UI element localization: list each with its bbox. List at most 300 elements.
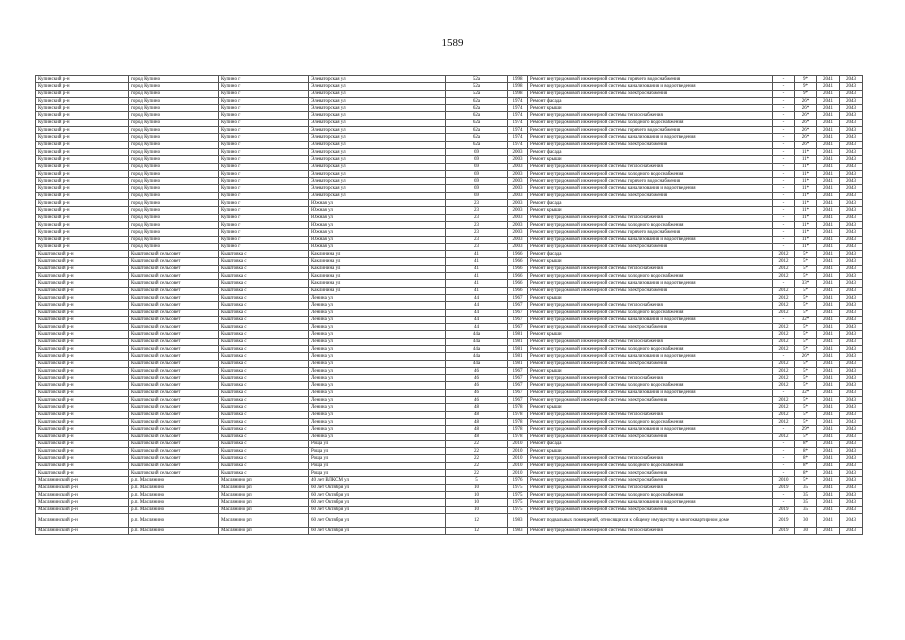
house-number-cell: 41 — [446, 287, 508, 294]
table-row — [36, 192, 863, 199]
locality-cell: Кыштовка с — [219, 389, 309, 396]
street-cell: Ленина ул — [309, 382, 446, 389]
street-cell: 60 лет Октября ул — [309, 484, 446, 491]
work-type-cell: Ремонт внутридомовой инженерной системы электроснабжения — [528, 360, 773, 367]
work-type-cell: Ремонт внутридомовой инженерной системы электроснабжения — [528, 90, 773, 97]
work-type-cell: Ремонт внутридомовой инженерной системы канализования и водоотведения — [528, 134, 773, 141]
plan-start-cell: 2041 — [817, 200, 840, 207]
plan-start-cell: 2041 — [817, 214, 840, 221]
district-cell: Кыштовский р-н — [36, 280, 129, 287]
street-cell: Элеваторская ул — [309, 76, 446, 83]
plan-start-cell: 2041 — [817, 280, 840, 287]
plan-start-cell: 2041 — [817, 90, 840, 97]
last-repair-year-cell: 2019 — [773, 527, 795, 534]
plan-start-cell: 2041 — [817, 127, 840, 134]
locality-cell: Кыштовка с — [219, 375, 309, 382]
street-cell: Элеваторская ул — [309, 105, 446, 112]
street-cell: Элеваторская ул — [309, 163, 446, 170]
plan-end-cell: 2043 — [840, 309, 863, 316]
plan-end-cell: 2043 — [840, 411, 863, 418]
work-type-cell: Ремонт внутридомовой инженерной системы электроснабжения — [528, 433, 773, 440]
municipality-cell: город Купино — [129, 127, 219, 134]
house-number-cell: 48 — [446, 426, 508, 433]
house-number-cell: 46 — [446, 367, 508, 374]
work-type-cell: Ремонт внутридомовой инженерной системы электроснабжения — [528, 470, 773, 477]
plan-start-cell: 2041 — [817, 513, 840, 527]
work-type-cell: Ремонт внутридомовой инженерной системы горячего водоснабжения — [528, 76, 773, 83]
build-year-cell: 1974 — [508, 97, 528, 104]
municipality-cell: город Купино — [129, 105, 219, 112]
street-cell: Элеваторская ул — [309, 185, 446, 192]
district-cell: Кыштовский р-н — [36, 389, 129, 396]
last-repair-year-cell: 2012 — [773, 251, 795, 258]
table-row — [36, 448, 863, 455]
street-cell: Элеваторская ул — [309, 112, 446, 119]
build-year-cell: 1967 — [508, 389, 528, 396]
locality-cell: Кыштовка с — [219, 448, 309, 455]
municipality-cell: город Купино — [129, 236, 219, 243]
wear-value-cell: 5* — [795, 367, 817, 374]
municipality-cell: р.п. Маслянино — [129, 484, 219, 491]
locality-cell: Маслянино рп — [219, 499, 309, 506]
house-number-cell: 44а — [446, 338, 508, 345]
table-row — [36, 273, 863, 280]
plan-start-cell: 2041 — [817, 375, 840, 382]
plan-end-cell: 2043 — [840, 127, 863, 134]
work-type-cell: Ремонт крыши — [528, 105, 773, 112]
street-cell: Элеваторская ул — [309, 97, 446, 104]
build-year-cell: 2010 — [508, 470, 528, 477]
municipality-cell: р.п. Маслянино — [129, 527, 219, 534]
table-row — [36, 236, 863, 243]
work-type-cell: Ремонт внутридомовой инженерной системы канализования и водоотведения — [528, 280, 773, 287]
district-cell: Кыштовский р-н — [36, 265, 129, 272]
wear-value-cell: 30 — [795, 527, 817, 534]
district-cell: Кыштовский р-н — [36, 316, 129, 323]
build-year-cell: 1998 — [508, 76, 528, 83]
table-row — [36, 170, 863, 177]
plan-start-cell: 2041 — [817, 324, 840, 331]
plan-end-cell: 2043 — [840, 448, 863, 455]
work-type-cell: Ремонт внутридомовой инженерной системы теплоснабжения — [528, 338, 773, 345]
locality-cell: Кыштовка с — [219, 294, 309, 301]
locality-cell: Кыштовка с — [219, 280, 309, 287]
plan-end-cell: 2043 — [840, 200, 863, 207]
work-type-cell: Ремонт крыши — [528, 207, 773, 214]
plan-end-cell: 2043 — [840, 345, 863, 352]
plan-start-cell: 2041 — [817, 382, 840, 389]
plan-end-cell: 2043 — [840, 214, 863, 221]
locality-cell: Купино г — [219, 236, 309, 243]
work-type-cell: Ремонт внутридомовой инженерной системы теплоснабжения — [528, 484, 773, 491]
house-number-cell: 48 — [446, 411, 508, 418]
plan-end-cell: 2043 — [840, 251, 863, 258]
work-type-cell: Ремонт фасада — [528, 251, 773, 258]
build-year-cell: 1966 — [508, 287, 528, 294]
house-number-cell: 52а — [446, 76, 508, 83]
build-year-cell: 2010 — [508, 462, 528, 469]
work-type-cell: Ремонт внутридомовой инженерной системы теплоснабжения — [528, 112, 773, 119]
table-row — [36, 345, 863, 352]
last-repair-year-cell: - — [773, 141, 795, 148]
house-number-cell: 69 — [446, 185, 508, 192]
district-cell: Кыштовский р-н — [36, 433, 129, 440]
house-number-cell: 69 — [446, 163, 508, 170]
build-year-cell: 1974 — [508, 127, 528, 134]
plan-end-cell: 2043 — [840, 76, 863, 83]
last-repair-year-cell: - — [773, 127, 795, 134]
table-row — [36, 83, 863, 90]
municipality-cell: город Купино — [129, 119, 219, 126]
plan-end-cell: 2043 — [840, 470, 863, 477]
plan-end-cell: 2043 — [840, 418, 863, 425]
district-cell: Маслянинский р-н — [36, 513, 129, 527]
district-cell: Купинский р-н — [36, 207, 129, 214]
last-repair-year-cell: - — [773, 316, 795, 323]
street-cell: 60 лет Октября ул — [309, 499, 446, 506]
street-cell: Ленина ул — [309, 294, 446, 301]
municipality-cell: Кыштовский сельсовет — [129, 397, 219, 404]
build-year-cell: 1975 — [508, 484, 528, 491]
plan-start-cell: 2041 — [817, 243, 840, 250]
plan-end-cell: 2043 — [840, 280, 863, 287]
locality-cell: Кыштовка с — [219, 470, 309, 477]
wear-value-cell: 5* — [795, 397, 817, 404]
plan-end-cell: 2043 — [840, 148, 863, 155]
wear-value-cell: 8* — [795, 455, 817, 462]
work-type-cell: Ремонт внутридомовой инженерной системы электроснабжения — [528, 477, 773, 484]
wear-value-cell: 5* — [795, 382, 817, 389]
street-cell: Роща ул — [309, 448, 446, 455]
house-number-cell: 22 — [446, 470, 508, 477]
plan-start-cell: 2041 — [817, 404, 840, 411]
street-cell: Южная ул — [309, 221, 446, 228]
street-cell: Элеваторская ул — [309, 119, 446, 126]
district-cell: Маслянинский р-н — [36, 527, 129, 534]
plan-end-cell: 2043 — [840, 375, 863, 382]
locality-cell: Купино г — [219, 112, 309, 119]
house-number-cell: 44 — [446, 302, 508, 309]
plan-start-cell: 2041 — [817, 389, 840, 396]
plan-end-cell: 2043 — [840, 455, 863, 462]
district-cell: Маслянинский р-н — [36, 491, 129, 498]
district-cell: Купинский р-н — [36, 200, 129, 207]
plan-end-cell: 2043 — [840, 527, 863, 534]
work-type-cell: Ремонт фасада — [528, 200, 773, 207]
street-cell: 60 лет Октября ул — [309, 491, 446, 498]
wear-value-cell: 33* — [795, 280, 817, 287]
house-number-cell: 62а — [446, 119, 508, 126]
municipality-cell: город Купино — [129, 141, 219, 148]
municipality-cell: Кыштовский сельсовет — [129, 360, 219, 367]
house-number-cell: 48 — [446, 418, 508, 425]
build-year-cell: 1974 — [508, 119, 528, 126]
municipality-cell: город Купино — [129, 76, 219, 83]
plan-start-cell: 2041 — [817, 294, 840, 301]
work-type-cell: Ремонт крыши — [528, 404, 773, 411]
plan-end-cell: 2043 — [840, 105, 863, 112]
locality-cell: Кыштовка с — [219, 433, 309, 440]
work-type-cell: Ремонт внутридомовой инженерной системы холодного водоснабжения — [528, 462, 773, 469]
work-type-cell: Ремонт внутридомовой инженерной системы холодного водоснабжения — [528, 382, 773, 389]
last-repair-year-cell: - — [773, 455, 795, 462]
district-cell: Кыштовский р-н — [36, 418, 129, 425]
plan-end-cell: 2043 — [840, 324, 863, 331]
house-number-cell: 46 — [446, 382, 508, 389]
municipality-cell: р.п. Маслянино — [129, 506, 219, 513]
build-year-cell: 1975 — [508, 491, 528, 498]
plan-end-cell: 2043 — [840, 302, 863, 309]
municipality-cell: Кыштовский сельсовет — [129, 382, 219, 389]
build-year-cell: 1975 — [508, 506, 528, 513]
locality-cell: Купино г — [219, 156, 309, 163]
work-type-cell: Ремонт внутридомовой инженерной системы канализования и водоотведения — [528, 389, 773, 396]
build-year-cell: 1974 — [508, 105, 528, 112]
table-row — [36, 426, 863, 433]
locality-cell: Кыштовка с — [219, 411, 309, 418]
district-cell: Купинский р-н — [36, 221, 129, 228]
plan-start-cell: 2041 — [817, 360, 840, 367]
house-number-cell: 52а — [446, 90, 508, 97]
plan-end-cell: 2043 — [840, 273, 863, 280]
locality-cell: Кыштовка с — [219, 258, 309, 265]
build-year-cell: 2003 — [508, 243, 528, 250]
street-cell: Роща ул — [309, 455, 446, 462]
district-cell: Кыштовский р-н — [36, 353, 129, 360]
plan-start-cell: 2041 — [817, 236, 840, 243]
street-cell: 40 лет ВЛКСМ ул — [309, 477, 446, 484]
wear-value-cell: 11* — [795, 214, 817, 221]
last-repair-year-cell: - — [773, 353, 795, 360]
district-cell: Кыштовский р-н — [36, 338, 129, 345]
build-year-cell: 2003 — [508, 185, 528, 192]
house-number-cell: 23 — [446, 243, 508, 250]
district-cell: Купинский р-н — [36, 83, 129, 90]
district-cell: Кыштовский р-н — [36, 455, 129, 462]
last-repair-year-cell: 2012 — [773, 287, 795, 294]
table-row — [36, 163, 863, 170]
plan-end-cell: 2043 — [840, 97, 863, 104]
plan-start-cell: 2041 — [817, 207, 840, 214]
build-year-cell: 1978 — [508, 411, 528, 418]
plan-start-cell: 2041 — [817, 273, 840, 280]
house-number-cell: 62а — [446, 141, 508, 148]
table-row — [36, 462, 863, 469]
table-row — [36, 294, 863, 301]
build-year-cell: 1998 — [508, 83, 528, 90]
work-type-cell: Ремонт внутридомовой инженерной системы электроснабжения — [528, 324, 773, 331]
work-type-cell: Ремонт внутридомовой инженерной системы канализования и водоотведения — [528, 185, 773, 192]
build-year-cell: 1978 — [508, 404, 528, 411]
plan-end-cell: 2043 — [840, 353, 863, 360]
work-type-cell: Ремонт крыши — [528, 331, 773, 338]
wear-value-cell: 8* — [795, 462, 817, 469]
work-type-cell: Ремонт внутридомовой инженерной системы холодного водоснабжения — [528, 345, 773, 352]
last-repair-year-cell: 2012 — [773, 273, 795, 280]
work-type-cell: Ремонт фасада — [528, 440, 773, 447]
street-cell: Ленина ул — [309, 411, 446, 418]
plan-end-cell: 2043 — [840, 513, 863, 527]
plan-end-cell: 2043 — [840, 338, 863, 345]
last-repair-year-cell: 2012 — [773, 397, 795, 404]
district-cell: Купинский р-н — [36, 163, 129, 170]
build-year-cell: 2003 — [508, 200, 528, 207]
last-repair-year-cell: - — [773, 170, 795, 177]
last-repair-year-cell: 2010 — [773, 477, 795, 484]
house-number-cell: 23 — [446, 221, 508, 228]
plan-end-cell: 2043 — [840, 389, 863, 396]
build-year-cell: 2003 — [508, 207, 528, 214]
municipality-cell: город Купино — [129, 178, 219, 185]
house-number-cell: 41 — [446, 273, 508, 280]
plan-start-cell: 2041 — [817, 192, 840, 199]
locality-cell: Купино г — [219, 192, 309, 199]
build-year-cell: 2003 — [508, 192, 528, 199]
municipality-cell: Кыштовский сельсовет — [129, 294, 219, 301]
district-cell: Купинский р-н — [36, 170, 129, 177]
last-repair-year-cell: - — [773, 207, 795, 214]
municipality-cell: Кыштовский сельсовет — [129, 258, 219, 265]
locality-cell: Кыштовка с — [219, 426, 309, 433]
work-type-cell: Ремонт внутридомовой инженерной системы электроснабжения — [528, 192, 773, 199]
plan-start-cell: 2041 — [817, 141, 840, 148]
table-row — [36, 97, 863, 104]
last-repair-year-cell: 2012 — [773, 345, 795, 352]
municipality-cell: Кыштовский сельсовет — [129, 338, 219, 345]
plan-end-cell: 2043 — [840, 119, 863, 126]
plan-start-cell: 2041 — [817, 105, 840, 112]
house-number-cell: 23 — [446, 236, 508, 243]
locality-cell: Купино г — [219, 127, 309, 134]
district-cell: Купинский р-н — [36, 192, 129, 199]
last-repair-year-cell: 2012 — [773, 265, 795, 272]
plan-start-cell: 2041 — [817, 229, 840, 236]
locality-cell: Кыштовка с — [219, 331, 309, 338]
last-repair-year-cell: 2012 — [773, 375, 795, 382]
last-repair-year-cell: - — [773, 200, 795, 207]
plan-start-cell: 2041 — [817, 163, 840, 170]
municipality-cell: Кыштовский сельсовет — [129, 404, 219, 411]
locality-cell: Купино г — [219, 221, 309, 228]
build-year-cell: 2010 — [508, 440, 528, 447]
build-year-cell: 2003 — [508, 214, 528, 221]
plan-start-cell: 2041 — [817, 506, 840, 513]
wear-value-cell: 9* — [795, 76, 817, 83]
street-cell: Южная ул — [309, 229, 446, 236]
wear-value-cell: 35 — [795, 506, 817, 513]
build-year-cell: 1967 — [508, 367, 528, 374]
last-repair-year-cell: - — [773, 156, 795, 163]
wear-value-cell: 11* — [795, 192, 817, 199]
district-cell: Купинский р-н — [36, 97, 129, 104]
plan-end-cell: 2043 — [840, 156, 863, 163]
wear-value-cell: 11* — [795, 163, 817, 170]
house-number-cell: 41 — [446, 258, 508, 265]
street-cell: Элеваторская ул — [309, 141, 446, 148]
municipality-cell: город Купино — [129, 97, 219, 104]
house-number-cell: 46 — [446, 397, 508, 404]
plan-end-cell: 2043 — [840, 221, 863, 228]
work-type-cell: Ремонт внутридомовой инженерной системы электроснабжения — [528, 243, 773, 250]
build-year-cell: 1967 — [508, 316, 528, 323]
municipality-cell: город Купино — [129, 170, 219, 177]
district-cell: Купинский р-н — [36, 134, 129, 141]
table-row — [36, 287, 863, 294]
table-row — [36, 316, 863, 323]
table-row — [36, 148, 863, 155]
municipality-cell: Кыштовский сельсовет — [129, 302, 219, 309]
locality-cell: Купино г — [219, 200, 309, 207]
plan-start-cell: 2041 — [817, 338, 840, 345]
street-cell: Южная ул — [309, 236, 446, 243]
plan-start-cell: 2041 — [817, 367, 840, 374]
district-cell: Кыштовский р-н — [36, 294, 129, 301]
wear-value-cell: 5* — [795, 302, 817, 309]
plan-end-cell: 2043 — [840, 397, 863, 404]
plan-end-cell: 2043 — [840, 331, 863, 338]
last-repair-year-cell: - — [773, 448, 795, 455]
locality-cell: Кыштовка с — [219, 345, 309, 352]
wear-value-cell: 26* — [795, 127, 817, 134]
locality-cell: Купино г — [219, 170, 309, 177]
locality-cell: Кыштовка с — [219, 440, 309, 447]
municipality-cell: Кыштовский сельсовет — [129, 411, 219, 418]
plan-start-cell: 2041 — [817, 455, 840, 462]
table-row — [36, 389, 863, 396]
plan-start-cell: 2041 — [817, 418, 840, 425]
work-type-cell: Ремонт внутридомовой инженерной системы теплоснабжения — [528, 455, 773, 462]
house-number-cell: 46 — [446, 375, 508, 382]
plan-start-cell: 2041 — [817, 119, 840, 126]
last-repair-year-cell: 2012 — [773, 294, 795, 301]
plan-end-cell: 2043 — [840, 287, 863, 294]
build-year-cell: 1967 — [508, 294, 528, 301]
table-row — [36, 484, 863, 491]
plan-end-cell: 2043 — [840, 134, 863, 141]
municipality-cell: город Купино — [129, 163, 219, 170]
work-type-cell: Ремонт внутридомовой инженерной системы канализования и водоотведения — [528, 316, 773, 323]
plan-end-cell: 2043 — [840, 185, 863, 192]
house-number-cell: 44а — [446, 331, 508, 338]
locality-cell: Кыштовка с — [219, 353, 309, 360]
build-year-cell: 1981 — [508, 353, 528, 360]
wear-value-cell: 35 — [795, 499, 817, 506]
house-number-cell: 44а — [446, 360, 508, 367]
locality-cell: Кыштовка с — [219, 265, 309, 272]
build-year-cell: 1976 — [508, 477, 528, 484]
plan-end-cell: 2043 — [840, 170, 863, 177]
last-repair-year-cell: - — [773, 83, 795, 90]
last-repair-year-cell: - — [773, 280, 795, 287]
municipality-cell: р.п. Маслянино — [129, 491, 219, 498]
last-repair-year-cell: 2012 — [773, 433, 795, 440]
district-cell: Кыштовский р-н — [36, 462, 129, 469]
municipality-cell: Кыштовский сельсовет — [129, 331, 219, 338]
locality-cell: Кыштовка с — [219, 287, 309, 294]
locality-cell: Кыштовка с — [219, 324, 309, 331]
table-row — [36, 185, 863, 192]
build-year-cell: 1981 — [508, 345, 528, 352]
street-cell: Элеваторская ул — [309, 178, 446, 185]
street-cell: Ленина ул — [309, 375, 446, 382]
house-number-cell: 44 — [446, 316, 508, 323]
house-number-cell: 62а — [446, 97, 508, 104]
house-number-cell: 23 — [446, 200, 508, 207]
plan-start-cell: 2041 — [817, 265, 840, 272]
street-cell: Ленина ул — [309, 353, 446, 360]
plan-start-cell: 2041 — [817, 353, 840, 360]
plan-end-cell: 2043 — [840, 367, 863, 374]
